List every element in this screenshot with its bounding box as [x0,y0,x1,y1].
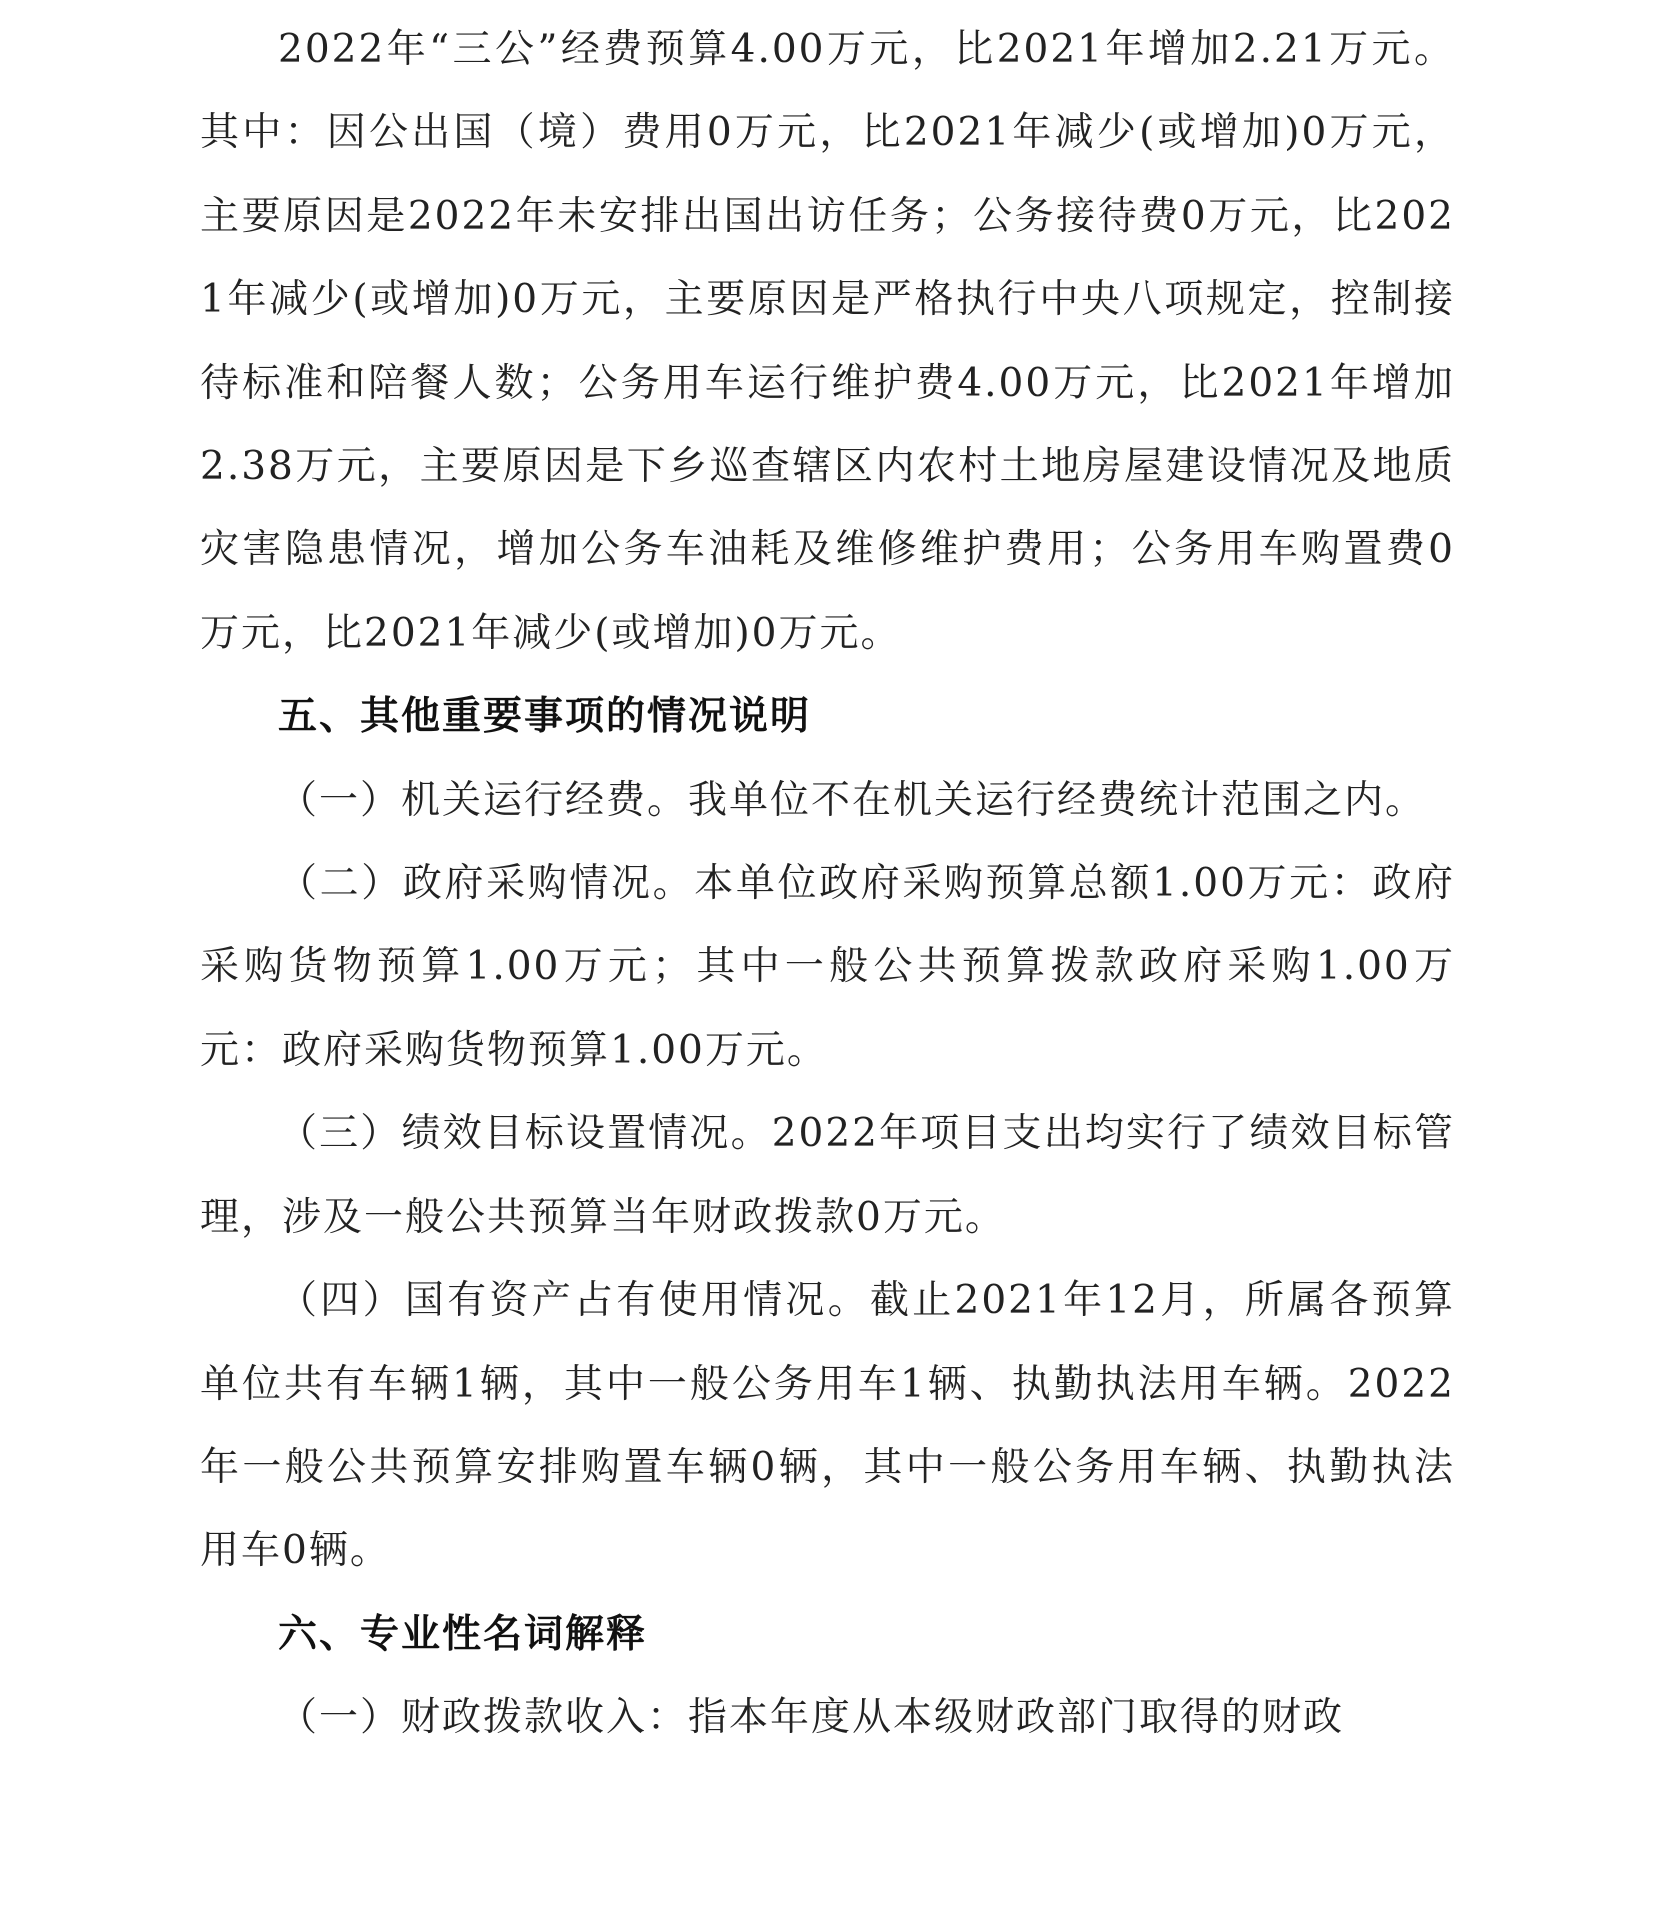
paragraph-performance-targets: （三）绩效目标设置情况。2022年项目支出均实行了绩效目标管理，涉及一般公共预算当年财政拨款0万元。 [200,1111,1455,1240]
paragraph-operating-expenses: （一）机关运行经费。我单位不在机关运行经费统计范围之内。 [278,777,1427,823]
paragraph-state-assets: （四）国有资产占有使用情况。截止2021年12月，所属各预算单位共有车辆1辆，其中一般公务用车1辆、执勤执法用车辆。2022年一般公共预算安排购置车辆0辆，其中一般公务用车辆、执勤执法用车0辆。 [200,1278,1455,1574]
paragraph-government-procurement: （二）政府采购情况。本单位政府采购预算总额1.00万元：政府采购货物预算1.00万元；其中一般公共预算拨款政府采购1.00万元：政府采购货物预算1.00万元。 [200,861,1455,1073]
section-heading-other-matters: 五、其他重要事项的情况说明 [278,694,812,740]
section-heading-terminology: 六、专业性名词解释 [278,1611,648,1657]
paragraph-three-public-expenses: 2022年“三公”经费预算4.00万元，比2021年增加2.21万元。其中：因公出国（境）费用0万元，比2021年减少(或增加)0万元，主要原因是2022年未安排出国出访任务；公务接待费0万元，比2021年减少(或增加)0万元，主要原因是严格执行中央八项规定，控制接待标准和陪餐人数；公务用车运行维护费4.00万元，比2021年增加2.38万元，主要原因是下乡巡查辖区内农村土地房屋建设情况及地质灾害隐患情况，增加公务车油耗及维修维护费用；公务用车购置费0万元，比2021年减少(或增加)0万元。 [200,27,1455,656]
document-body [200,8,1455,1760]
paragraph-fiscal-appropriation-income: （一）财政拨款收入：指本年度从本级财政部门取得的财政 [278,1695,1345,1741]
